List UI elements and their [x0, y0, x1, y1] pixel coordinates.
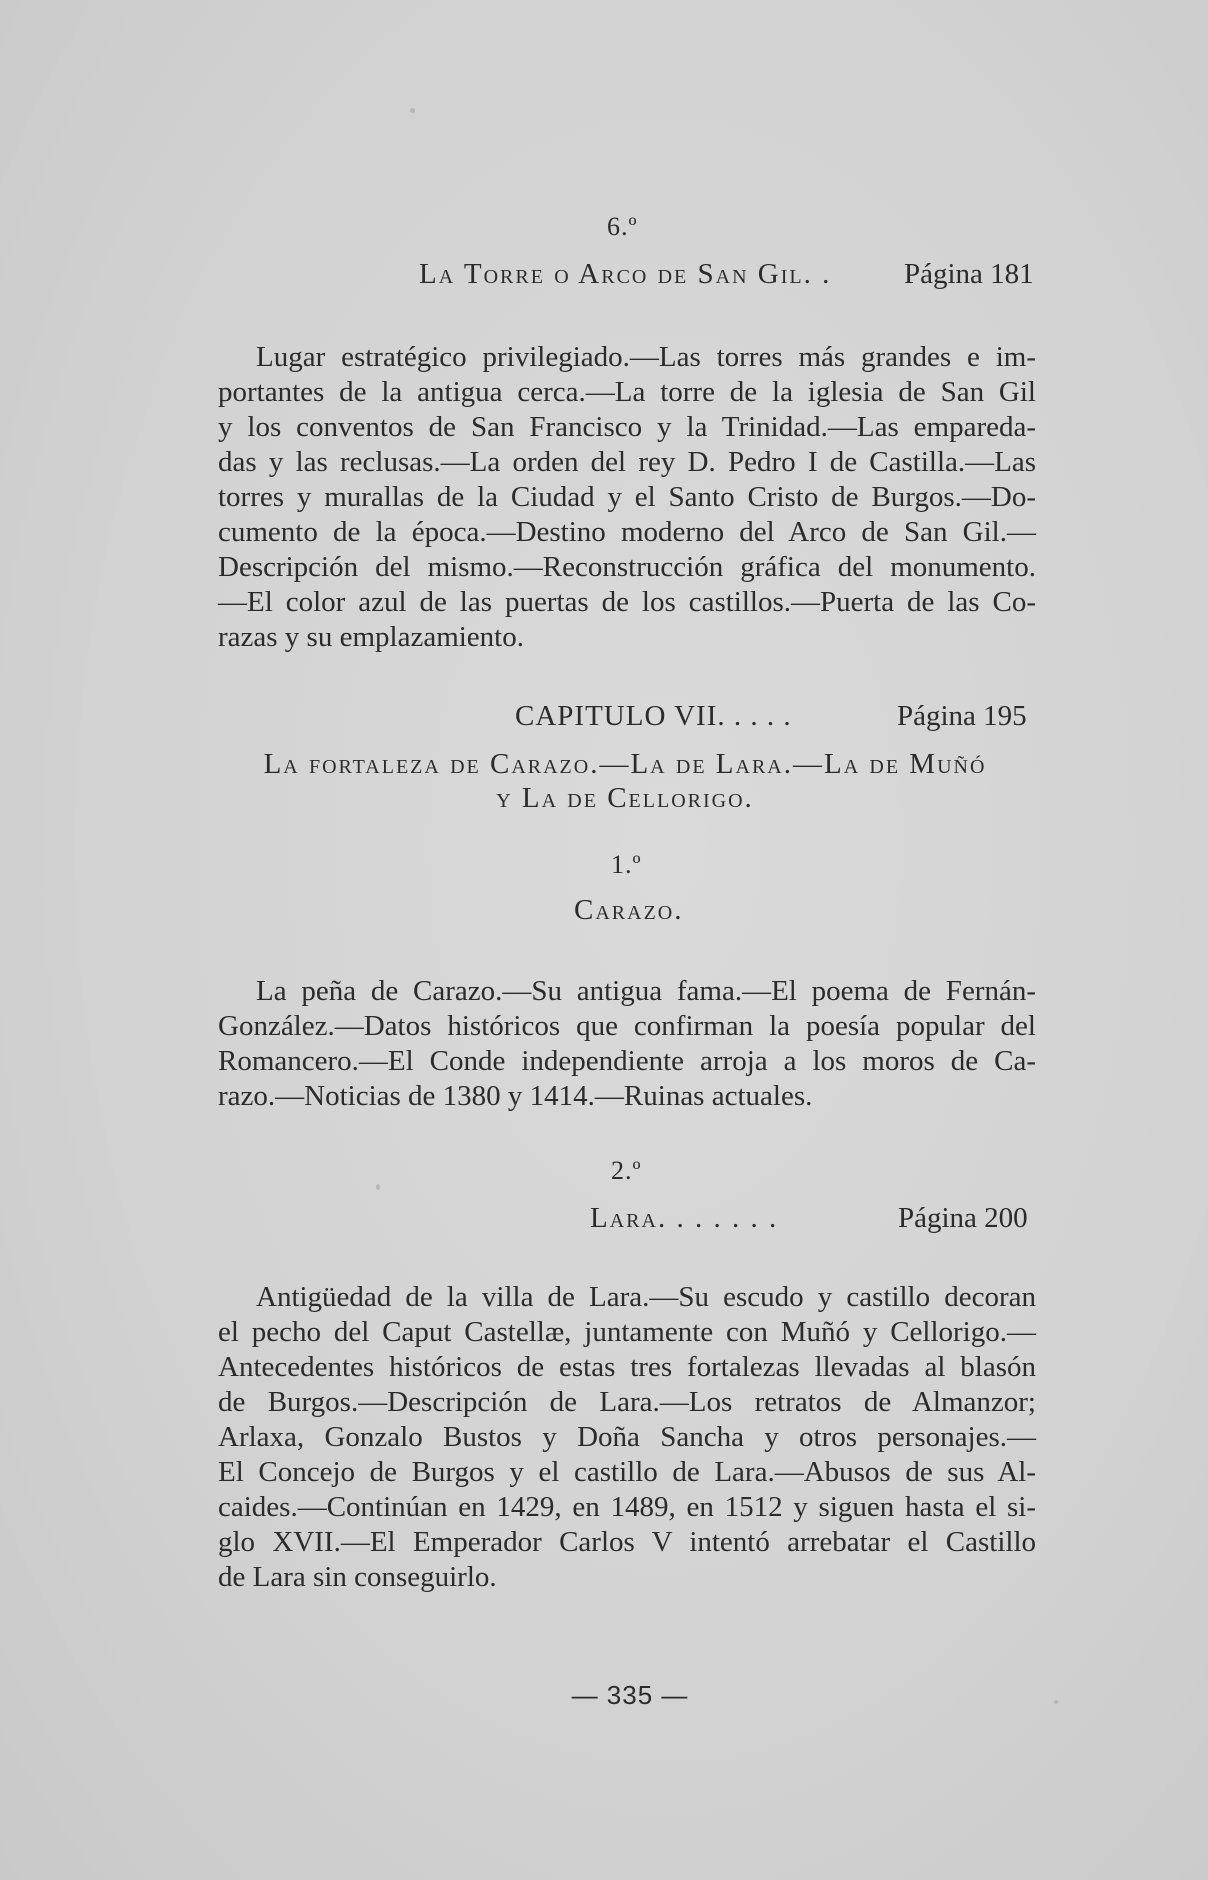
- chapter-7-subtitle-line-1: La fortaleza de Carazo.—La de Lara.—La de Muñó: [263, 748, 987, 780]
- paragraph-line: caides.—Continúan en 1429, en 1489, en 1512 y siguen hasta el si-: [218, 1491, 1036, 1523]
- paragraph-line: La peña de Carazo.—Su antigua fama.—El poema de Fernán-: [256, 975, 1036, 1007]
- page-number: — 335 —: [571, 1680, 689, 1710]
- section-1-number: 1.º: [611, 850, 642, 879]
- section-2-number: 2.º: [611, 1156, 642, 1185]
- paragraph-line: Antecedentes históricos de estas tres fortalezas llevadas al blasón: [218, 1351, 1036, 1383]
- section-2-page-ref: Página 200: [898, 1202, 1028, 1234]
- chapter-7-page-ref: Página 195: [897, 700, 1027, 732]
- paragraph-line: el pecho del Caput Castellæ, juntamente con Muñó y Cellorigo.—: [218, 1316, 1036, 1348]
- section-2-paragraph: [218, 1280, 1036, 1595]
- chapter-7-title: CAPITULO VII. . . . .: [515, 700, 792, 732]
- paragraph-line: El Concejo de Burgos y el castillo de Lara.—Abusos de sus Al-: [218, 1456, 1036, 1488]
- paragraph-line: glo XVII.—El Emperador Carlos V intentó arrebatar el Castillo: [218, 1526, 1036, 1558]
- paragraph-line: Romancero.—El Conde independiente arroja a los moros de Ca-: [218, 1045, 1036, 1077]
- section-6-number: 6.º: [607, 212, 638, 241]
- section-6-page-ref: Página 181: [904, 258, 1034, 290]
- paragraph-line: y los conventos de San Francisco y la Trinidad.—Las empareda-: [218, 411, 1036, 443]
- section-1-title: Carazo.: [574, 894, 684, 926]
- page-speck: [410, 108, 415, 113]
- paragraph-line: González.—Datos históricos que confirman la poesía popular del: [218, 1010, 1036, 1042]
- paragraph-line: razas y su emplazamiento.: [218, 621, 524, 653]
- paragraph-line: Arlaxa, Gonzalo Bustos y Doña Sancha y otros personajes.—: [218, 1421, 1036, 1453]
- section-6-title: La Torre o Arco de San Gil. .: [419, 258, 832, 290]
- paragraph-line: —El color azul de las puertas de los castillos.—Puerta de las Co-: [218, 586, 1036, 618]
- section-2-title: Lara. . . . . . .: [590, 1202, 779, 1234]
- paragraph-line: Descripción del mismo.—Reconstrucción gráfica del monumento.: [218, 551, 1036, 583]
- paragraph-line: Lugar estratégico privilegiado.—Las torres más grandes e im-: [256, 341, 1036, 373]
- paragraph-line: de Lara sin conseguirlo.: [218, 1561, 497, 1593]
- paragraph-line: torres y murallas de la Ciudad y el Santo Cristo de Burgos.—Do-: [218, 481, 1036, 513]
- paragraph-line: Antigüedad de la villa de Lara.—Su escudo y castillo decoran: [256, 1281, 1036, 1313]
- paragraph-line: de Burgos.—Descripción de Lara.—Los retratos de Almanzor;: [218, 1386, 1036, 1418]
- paragraph-line: razo.—Noticias de 1380 y 1414.—Ruinas actuales.: [218, 1080, 813, 1112]
- paragraph-line: portantes de la antigua cerca.—La torre de la iglesia de San Gil: [218, 376, 1036, 408]
- page-speck: [376, 1184, 380, 1190]
- section-6-paragraph: [218, 340, 1036, 655]
- section-1-paragraph: [218, 974, 1036, 1114]
- paragraph-line: das y las reclusas.—La orden del rey D. Pedro I de Castilla.—Las: [218, 446, 1036, 478]
- page-speck: [1054, 1700, 1058, 1704]
- chapter-7-subtitle-line-2: y La de Cellorigo.: [496, 782, 754, 814]
- paragraph-line: cumento de la época.—Destino moderno del Arco de San Gil.—: [218, 516, 1036, 548]
